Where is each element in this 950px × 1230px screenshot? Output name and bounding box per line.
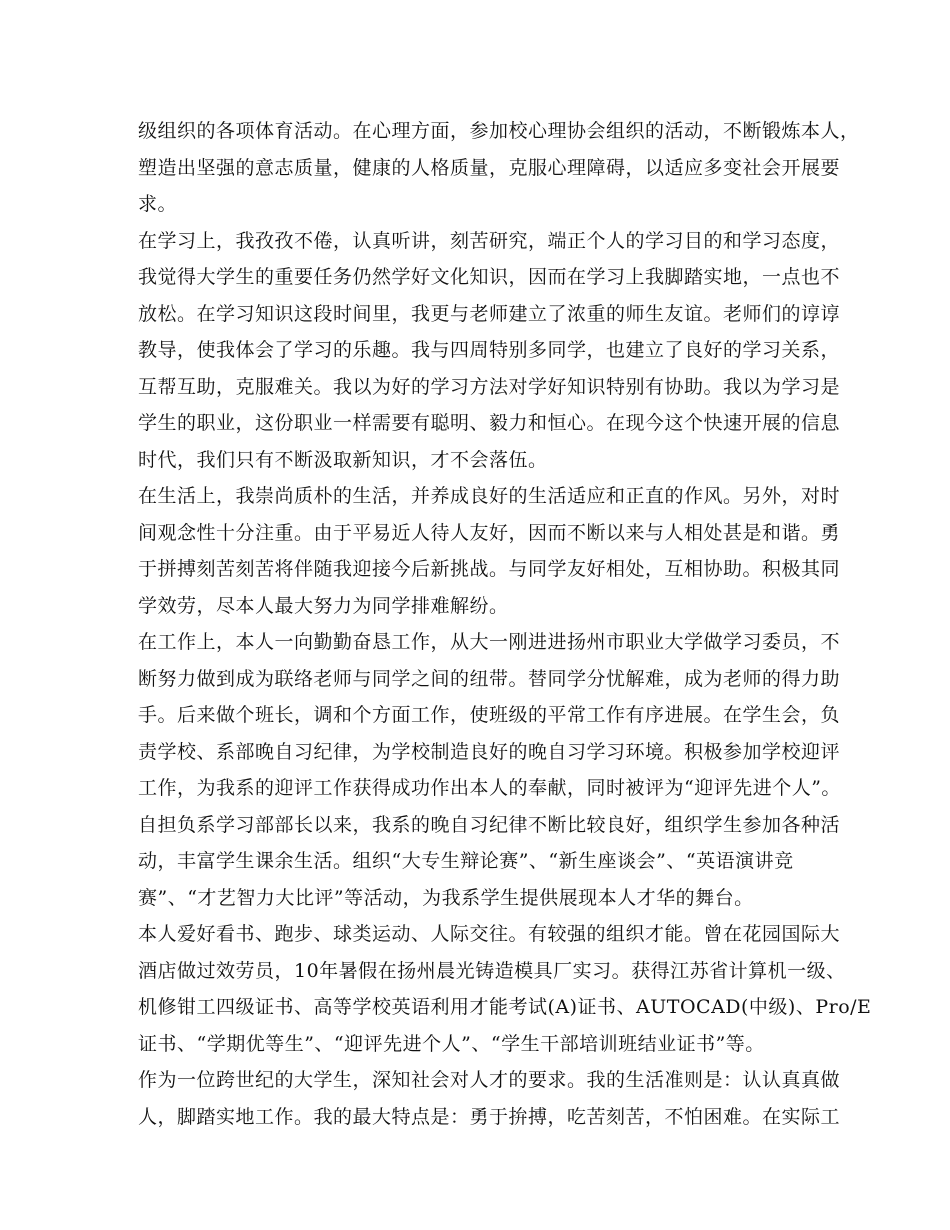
text-line: 学生的职业，这份职业一样需要有聪明、毅力和恒心。在现今这个快速开展的信息 <box>138 412 841 434</box>
text-line: 互帮互助，克服难关。我以为好的学习方法对学好知识特别有协助。我以为学习是 <box>138 375 841 398</box>
text-line: 手。后来做个班长，调和个方面工作，使班级的平常工作有序进展。在学生会，负 <box>138 704 841 726</box>
text-line: 作为一位跨世纪的大学生，深知社会对人才的要求。我的生活准则是：认认真真做 <box>138 1069 841 1091</box>
text-line: 在学习上，我孜孜不倦，认真听讲，刻苦研究，端正个人的学习目的和学习态度， <box>138 229 841 252</box>
text-line: 在生活上，我崇尚质朴的生活，并养成良好的生活适应和正直的作风。另外，对时 <box>138 485 841 507</box>
text-line: 塑造出坚强的意志质量，健康的人格质量，克服心理障碍，以适应多变社会开展要 <box>138 156 841 179</box>
text-line: 工作，为我系的迎评工作获得成功作出本人的奉献，同时被评为“迎评先进个人”。 <box>138 777 841 799</box>
text-line: 证书、“学期优等生”、“迎评先进个人”、“学生干部培训班结业证书”等。 <box>138 1032 765 1055</box>
text-line: 赛”、“才艺智力大比评”等活动，为我系学生提供展现本人才华的舞台。 <box>138 886 754 909</box>
text-line: 间观念性十分注重。由于平易近人待人友好，因而不断以来与人相处甚是和谐。勇 <box>138 521 841 544</box>
text-line: 动，丰富学生课余生活。组织“大专生辩论赛”、“新生座谈会”、“英语演讲竞 <box>138 850 794 872</box>
text-line: 责学校、系部晚自习纪律，为学校制造良好的晚自习学习环境。积极参加学校迎评 <box>138 740 841 763</box>
text-line: 我觉得大学生的重要任务仍然学好文化知识，因而在学习上我脚踏实地，一点也不 <box>138 266 841 288</box>
text-line: 人，脚踏实地工作。我的最大特点是：勇于拚搏，吃苦刻苦，不怕困难。在实际工 <box>138 1105 841 1128</box>
text-line: 放松。在学习知识这段时间里，我更与老师建立了浓重的师生友谊。老师们的谆谆 <box>138 302 841 325</box>
text-line: 酒店做过效劳员，10年暑假在扬州晨光铸造模具厂实习。获得江苏省计算机一级、 <box>138 959 846 982</box>
document-body <box>138 113 872 1135</box>
text-line: 时代，我们只有不断汲取新知识，才不会落伍。 <box>138 448 548 471</box>
text-line: 断努力做到成为联络老师与同学之间的纽带。替同学分忧解难，成为老师的得力助 <box>138 667 841 690</box>
text-line: 学效劳，尽本人最大努力为同学排难解纷。 <box>138 594 509 617</box>
text-line: 教导，使我体会了学习的乐趣。我与四周特别多同学，也建立了良好的学习关系， <box>138 339 841 361</box>
text-line: 本人爱好看书、跑步、球类运动、人际交往。有较强的组织才能。曾在花园国际大 <box>138 923 841 945</box>
text-line: 求。 <box>138 193 178 215</box>
text-line: 于拼搏刻苦刻苦将伴随我迎接今后新挑战。与同学友好相处，互相协助。积极其同 <box>138 558 841 580</box>
text-line: 机修钳工四级证书、高等学校英语利用才能考试(A)证书、AUTOCAD(中级)、Pro/E <box>138 996 872 1018</box>
text-line: 级组织的各项体育活动。在心理方面，参加校心理协会组织的活动，不断锻炼本人， <box>138 120 860 142</box>
text-line: 自担负系学习部部长以来，我系的晚自习纪律不断比较良好，组织学生参加各种活 <box>138 813 841 836</box>
text-line: 在工作上，本人一向勤勤奋恳工作，从大一刚进进扬州市职业大学做学习委员，不 <box>138 631 841 653</box>
